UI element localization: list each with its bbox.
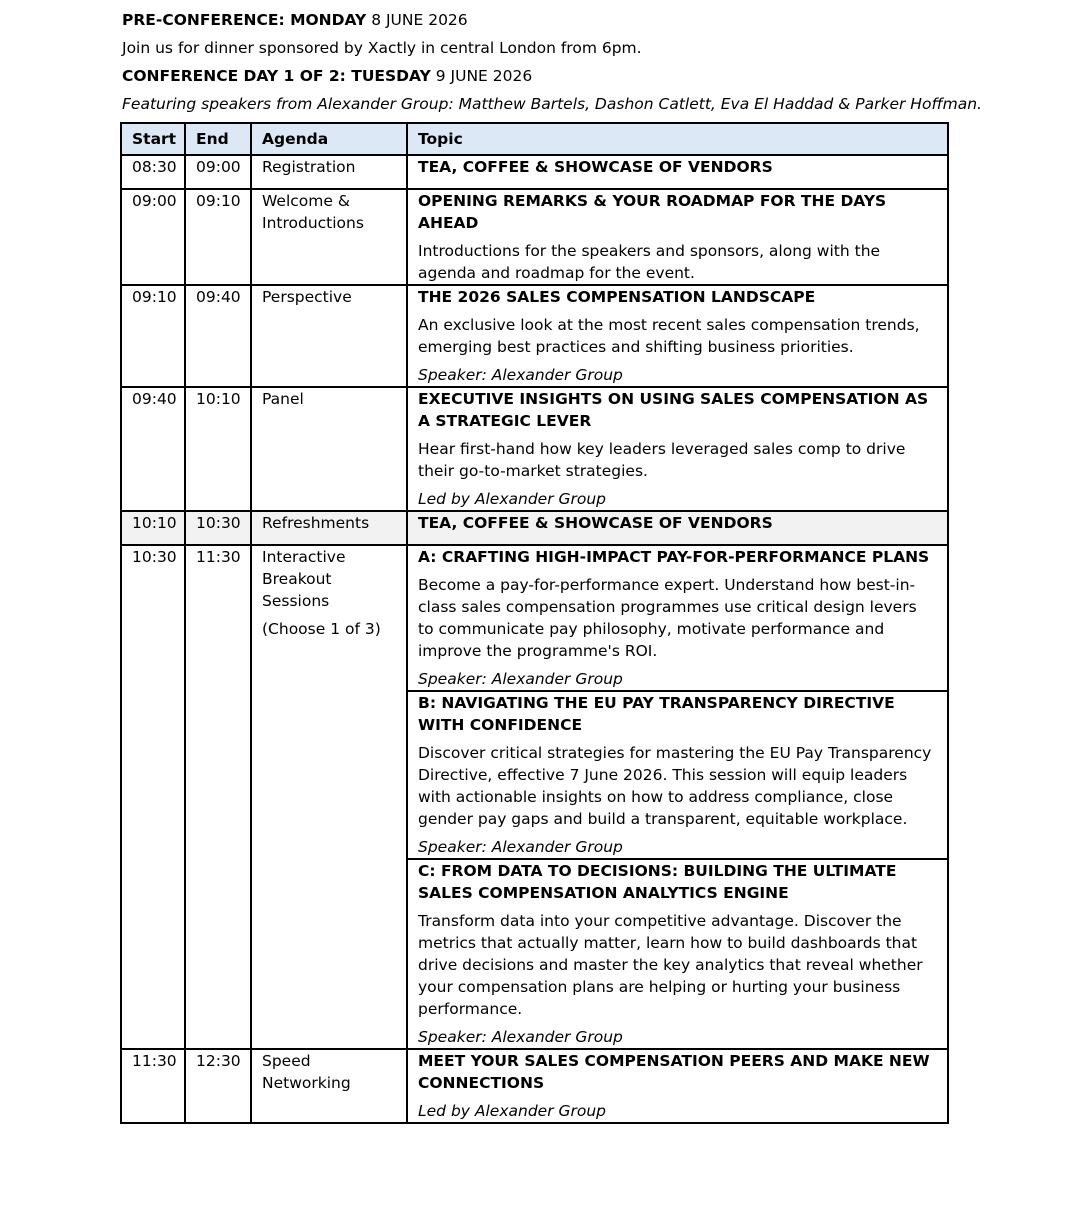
breakout-session-b — [407, 691, 948, 859]
topic-speaker: Led by Alexander Group — [418, 1102, 607, 1120]
topic-cell — [407, 1049, 948, 1123]
day1-date: 9 JUNE 2026 — [435, 67, 533, 85]
dinner-line: Join us for dinner sponsored by Xactly in central London from 6pm. — [122, 39, 642, 57]
start-time: 11:30 — [121, 1049, 185, 1123]
topic-title: THE 2026 SALES COMPENSATION LANDSCAPE — [418, 288, 816, 306]
topic-description: An exclusive look at the most recent sales compensation trends, emerging best practices and shifting business priorities. — [418, 316, 920, 356]
day1-label: CONFERENCE DAY 1 OF 2: TUESDAY — [122, 67, 431, 85]
table-row — [121, 511, 948, 545]
agenda-cell: Refreshments — [251, 511, 407, 545]
table-row — [121, 189, 948, 285]
topic-cell — [407, 189, 948, 285]
start-time: 09:40 — [121, 387, 185, 511]
start-time: 09:10 — [121, 285, 185, 387]
topic-description: Become a pay-for-performance expert. Understand how best-in-class sales compensation programmes use critical design levers to communicate pay philosophy, motivate performance and improve the programme's ROI. — [418, 576, 917, 660]
end-time: 10:10 — [185, 387, 251, 511]
topic-cell — [407, 387, 948, 511]
topic-title: EXECUTIVE INSIGHTS ON USING SALES COMPENSATION AS A STRATEGIC LEVER — [418, 390, 929, 430]
table-row — [121, 285, 948, 387]
topic-description: Hear first-hand how key leaders leveraged sales comp to drive their go-to-market strategies. — [418, 440, 906, 480]
agenda-cell: Perspective — [251, 285, 407, 387]
topic-speaker: Speaker: Alexander Group — [418, 670, 623, 688]
start-time: 08:30 — [121, 155, 185, 189]
agenda-cell: Welcome & Introductions — [251, 189, 407, 285]
agenda-note: (Choose 1 of 3) — [262, 620, 381, 638]
column-header-topic: Topic — [407, 123, 948, 155]
column-header-agenda: Agenda — [251, 123, 407, 155]
topic-title: MEET YOUR SALES COMPENSATION PEERS AND MAKE NEW CONNECTIONS — [418, 1052, 930, 1092]
breakout-session-c — [407, 859, 948, 1049]
start-time: 09:00 — [121, 189, 185, 285]
topic-description: Introductions for the speakers and sponsors, along with the agenda and roadmap for the event. — [418, 242, 881, 282]
agenda-cell: Registration — [251, 155, 407, 189]
end-time: 11:30 — [185, 545, 251, 1049]
start-time: 10:10 — [121, 511, 185, 545]
agenda-table — [120, 122, 949, 1124]
topic-description: Transform data into your competitive advantage. Discover the metrics that actually matter, learn how to build dashboards that drive decisions and master the key analytics that reveal whether your compensation plans are helping or hurting your business performance. — [418, 912, 923, 1018]
topic-cell — [407, 285, 948, 387]
topic-speaker: Speaker: Alexander Group — [418, 838, 623, 856]
agenda-cell: Panel — [251, 387, 407, 511]
topic-cell — [407, 511, 948, 545]
topic-title: OPENING REMARKS & YOUR ROADMAP FOR THE DAYS AHEAD — [418, 192, 887, 232]
column-header-start: Start — [121, 123, 185, 155]
agenda-cell — [251, 545, 407, 1049]
topic-title: TEA, COFFEE & SHOWCASE OF VENDORS — [418, 158, 773, 176]
topic-title: A: CRAFTING HIGH-IMPACT PAY-FOR-PERFORMANCE PLANS — [418, 548, 930, 566]
agenda-label: Interactive Breakout Sessions — [262, 548, 346, 610]
end-time: 09:10 — [185, 189, 251, 285]
end-time: 09:40 — [185, 285, 251, 387]
speakers-text: Featuring speakers from Alexander Group: Matthew Bartels, Dashon Catlett, Eva El Haddad & Parker Hoffman. — [122, 95, 982, 113]
preconference-label: PRE-CONFERENCE: MONDAY — [122, 11, 367, 29]
topic-title: TEA, COFFEE & SHOWCASE OF VENDORS — [418, 514, 773, 532]
agenda-cell: Speed Networking — [251, 1049, 407, 1123]
topic-description: Discover critical strategies for mastering the EU Pay Transparency Directive, effective 7 June 2026. This session will equip leaders with actionable insights on how to address compliance, close gender pay gaps and build a transparent, equitable workplace. — [418, 744, 932, 828]
column-header-end: End — [185, 123, 251, 155]
table-row — [121, 387, 948, 511]
table-row — [121, 545, 948, 691]
topic-speaker: Speaker: Alexander Group — [418, 366, 623, 384]
end-time: 09:00 — [185, 155, 251, 189]
topic-cell — [407, 155, 948, 189]
topic-title: C: FROM DATA TO DECISIONS: BUILDING THE ULTIMATE SALES COMPENSATION ANALYTICS ENGINE — [418, 862, 897, 902]
preconference-line — [122, 6, 1068, 34]
topic-speaker: Led by Alexander Group — [418, 490, 607, 508]
table-row — [121, 155, 948, 189]
table-row — [121, 1049, 948, 1123]
end-time: 10:30 — [185, 511, 251, 545]
day1-line — [122, 62, 1068, 90]
topic-speaker: Speaker: Alexander Group — [418, 1028, 623, 1046]
topic-title: B: NAVIGATING THE EU PAY TRANSPARENCY DIRECTIVE WITH CONFIDENCE — [418, 694, 895, 734]
end-time: 12:30 — [185, 1049, 251, 1123]
preconference-date: 8 JUNE 2026 — [371, 11, 468, 29]
start-time: 10:30 — [121, 545, 185, 1049]
speakers-line — [122, 90, 1068, 118]
table-header-row — [121, 123, 948, 155]
breakout-session-a — [407, 545, 948, 691]
